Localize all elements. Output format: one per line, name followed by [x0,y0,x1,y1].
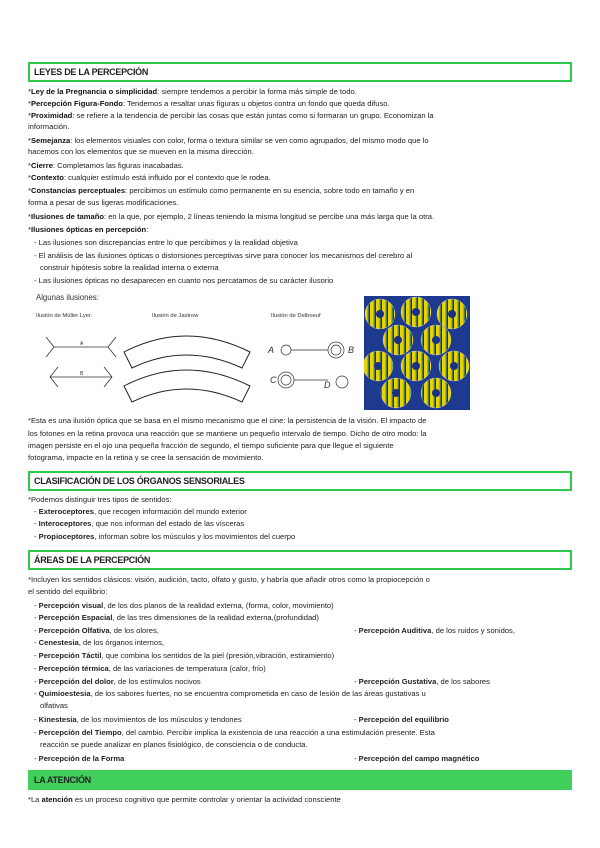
illusion-point: - El análisis de las ilusiones ópticas o distorsiones perceptivas sirve para conocer los mecanismos del cerebro al [34,251,413,260]
law-contexto: *Contexto: cualquier estímulo está influido por el contexto que le rodea. [28,173,271,182]
organs-intro: *Podemos distinguir tres tipos de sentidos: [28,495,172,504]
areas-intro: *Incluyen los sentidos clásicos: visión, audición, tacto, olfato y gusto, y habría que añadir otros como la propiocepción o [28,575,430,584]
law-proximidad: *Proximidad: se refiere a la tendencia de percibir las cosas que están juntas como si formaran un grupo. Economizan la [28,111,434,120]
delboeuf-label-d: D [324,380,331,390]
area-item: - Kinestesia, de los movimientos de los músculos y tendones [34,715,242,724]
law-pregnancia: *Ley de la Pregnancia o simplicidad: siempre tendemos a percibir la forma más simple de todo. [28,87,357,96]
area-item: - Percepción Espacial, de las tres dimensiones de la realidad externa,(profundidad) [34,613,319,622]
section-header-attention: LA ATENCIÓN [28,770,572,790]
law-semejanza: *Semejanza: los elementos visuales con color, forma o textura similar se ven como agrupados, del mismo modo que lo [28,136,429,145]
area-item: - Percepción de la Forma [34,754,125,763]
muller-lyer-illusion [36,325,126,405]
cinema-text-line: los fotones en la retina provoca una reacción que se mantiene un pequeño intervalo de tiempo. Dicho de otro modo: la [28,429,427,438]
delboeuf-label-a: A [268,345,275,355]
cinema-text-line: imagen persiste en el ojo una pequeña fracción de segundo, el tiempo suficiente para que llegue el siguiente [28,441,394,450]
organ-item: - Propioceptores, informan sobre los músculos y los movimientos del cuerpo [34,532,296,541]
law-semejanza-cont: hacemos con los elementos que se mueven en la misma dirección. [28,147,254,156]
law-ilusiones-tamano: *Ilusiones de tamaño: en la que, por ejemplo, 2 líneas teniendo la misma longitud se percibe una más larga que la otra. [28,212,435,221]
section-header-organs: CLASIFICACIÓN DE LOS ÓRGANOS SENSORIALES [28,471,572,491]
illusion-point-cont: construir hipótesis sobre la realidad interna o externa [40,263,219,272]
area-item: - Percepción del Tiempo, del cambio. Percibir implica la existencia de una reacción a una estimulación presente. Esta [34,728,435,737]
area-item: - Percepción Auditiva, de los ruidos y sonidos, [354,626,515,635]
area-item: - Percepción del campo magnético [354,754,480,763]
area-item: - Percepción Gustativa, de los sabores [354,677,490,686]
area-item-cont: olfativas [40,701,68,710]
area-item: - Percepción del equilibrio [354,715,449,724]
rotating-snakes-illusion [364,296,470,410]
organ-item: - Exteroceptores, que recogen información del mundo exterior [34,507,247,516]
law-constancias: *Constancias perceptuales: percibimos un estímulo como permanente en su esencia, sobre todo en tamaño y en [28,186,415,195]
section-header-laws: LEYES DE LA PERCEPCIÓN [28,62,572,82]
delboeuf-illusion [266,338,362,392]
law-ilusiones-opticas: *Ilusiones ópticas en percepción: [28,225,149,234]
jastrow-illusion [118,322,258,410]
illusion-point: - Las ilusiones ópticas no desaparecen en cuanto nos percatamos de su carácter ilusorio [34,276,334,285]
law-constancias-cont: forma a pesar de sus ligeras modificaciones. [28,198,179,207]
illusion-point: - Las ilusiones son discrepancias entre lo que percibimos y la realidad objetiva [34,238,298,247]
area-item: - Percepción térmica, de las variaciones de temperatura (calor, frío) [34,664,266,673]
law-cierre: *Cierre: Completamos las figuras inacabadas. [28,161,184,170]
law-proximidad-cont: información. [28,122,70,131]
organ-item: - Interoceptores, que nos informan del estado de las vísceras [34,519,245,528]
area-item: - Percepción Táctil, que combina los sentidos de la piel (presión,vibración, estiramiento) [34,651,335,660]
area-item: - Percepción Olfativa, de los olores, [34,626,159,635]
delboeuf-label-c: C [270,375,277,385]
law-figura-fondo: *Percepción Figura-Fondo: Tendemos a resaltar unas figuras u objetos contra un fondo que queda difuso. [28,99,390,108]
area-item-cont: reacción se puede analizar en planos fisiológico, de consciencia o de conducta. [40,740,308,749]
area-item: - Quimioestesia, de los sabores fuertes, no se encuentra comprometida en caso de lesión de las áreas gustativas u [34,689,426,698]
area-item: - Percepción visual, de los dos planos de la realidad externa, (forma, color, movimiento) [34,601,334,610]
muller-label-a: A [80,341,84,347]
area-item: - Percepción del dolor, de los estímulos nocivos [34,677,201,686]
caption-muller-lyer: Ilusión de Müller Lyer. [36,313,93,319]
figure-title: Algunas ilusiones: [36,293,99,302]
cinema-text-line: fotograma, impacte en la retina y se cree la sensación de movimiento. [28,453,264,462]
caption-jastrow: Ilusión de Jastrow [152,313,199,319]
areas-intro-cont: el sentido del equilibrio: [28,587,108,596]
section-header-areas: ÁREAS DE LA PERCEPCIÓN [28,550,572,570]
attention-text: *La atención es un proceso cognitivo que permite controlar y orientar la actividad consciente [28,795,341,804]
area-item: - Cenestesia, de los órganos internos, [34,638,165,647]
cinema-text-line: *Esta es una ilusión óptica que se basa en el mismo mecanismo que el cine: la persistencia de la visión. El impacto de [28,416,427,425]
muller-label-b: B [80,371,84,377]
delboeuf-label-b: B [348,345,355,355]
caption-delboeuf: Ilusión de Delboeuf [271,313,321,319]
